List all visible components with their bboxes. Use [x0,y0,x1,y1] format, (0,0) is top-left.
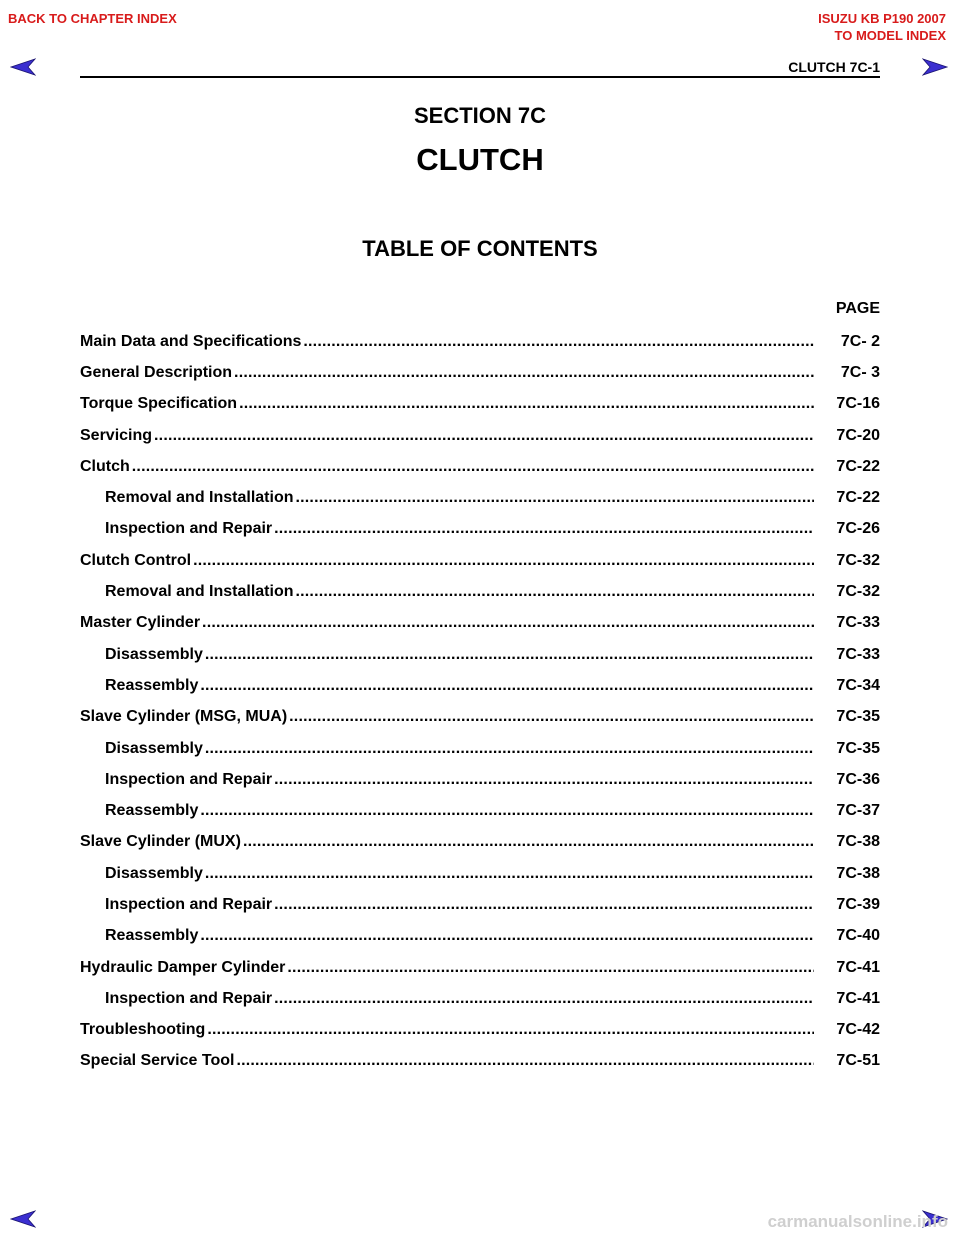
toc-entry-title: General Description [80,363,233,381]
toc-entry-title: Troubleshooting [80,1021,206,1039]
toc-entry-page: 7C-41 [836,989,880,1007]
toc-entry-page: 7C-32 [836,583,880,601]
toc-entry-page: 7C-41 [836,958,880,976]
previous-page-arrow-icon[interactable] [10,1210,36,1228]
toc-leader-dots [274,520,814,538]
toc-entry-page: 7C-38 [836,833,880,851]
toc-entry[interactable] [80,576,880,607]
toc-entry[interactable] [80,389,880,420]
toc-entry[interactable] [80,1015,880,1046]
toc-leader-dots [236,1052,814,1070]
toc-entry-title: Reassembly [105,676,199,694]
toc-entry-page: 7C-33 [836,645,880,663]
toc-entry-page: 7C-36 [836,770,880,788]
toc-leader-dots [202,614,814,632]
toc-entry-title: Inspection and Repair [105,770,273,788]
toc-leader-dots [200,927,814,945]
to-model-index-link[interactable]: TO MODEL INDEX [834,28,946,43]
toc-entry-title: Removal and Installation [105,583,294,601]
toc-entry[interactable] [80,983,880,1014]
toc-entry-title: Special Service Tool [80,1052,235,1070]
toc-entry-page: 7C-39 [836,895,880,913]
toc-entry[interactable] [80,482,880,513]
toc-entry-page: 7C-22 [836,489,880,507]
toc-leader-dots [200,677,814,695]
toc-entry[interactable] [80,952,880,983]
toc-entry-title: Torque Specification [80,395,238,413]
toc-entry[interactable] [80,702,880,733]
toc-entry-title: Reassembly [105,927,199,945]
toc-entry-title: Inspection and Repair [105,520,273,538]
toc-entry-page: 7C-35 [836,708,880,726]
toc-entry-title: Hydraulic Damper Cylinder [80,958,286,976]
previous-page-arrow-icon[interactable] [10,58,36,76]
toc-leader-dots [274,771,814,789]
toc-leader-dots [295,489,814,507]
page-header-label: CLUTCH 7C-1 [788,59,880,75]
toc-entry-title: Inspection and Repair [105,989,273,1007]
toc-entry[interactable] [80,889,880,920]
section-label: SECTION 7C [413,103,547,128]
toc-entry-page: 7C-37 [836,802,880,820]
model-title: ISUZU KB P190 2007 [818,11,946,26]
toc-leader-dots [132,458,814,476]
toc-entry-page: 7C-20 [836,426,880,444]
toc-leader-dots [303,333,814,351]
toc-leader-dots [207,1021,814,1039]
watermark: carmanualsonline.info [767,1212,948,1231]
toc-entry-page: 7C-35 [836,739,880,757]
toc-entry-page: 7C-26 [836,520,880,538]
toc-entry-title: Inspection and Repair [105,895,273,913]
toc-entry[interactable] [80,639,880,670]
toc-leader-dots [205,740,814,758]
page-column-label: PAGE [835,300,880,317]
toc-entry-page: 7C-40 [836,927,880,945]
toc-entry-page: 7C-34 [836,676,880,694]
toc-heading: TABLE OF CONTENTS [362,236,598,261]
toc-entry-title: Main Data and Specifications [80,332,302,350]
toc-entry-title: Reassembly [105,802,199,820]
toc-leader-dots [205,646,814,664]
toc-entry-title: Slave Cylinder (MUX) [80,833,241,851]
toc-entry-page: 7C-22 [836,457,880,475]
toc-entry-page: 7C-51 [836,1052,880,1070]
table-of-contents [80,326,880,1077]
toc-entry[interactable] [80,608,880,639]
toc-leader-dots [287,959,814,977]
toc-leader-dots [193,552,814,570]
toc-leader-dots [295,583,814,601]
toc-entry[interactable] [80,670,880,701]
toc-entry[interactable] [80,545,880,576]
toc-entry-title: Clutch [80,457,130,475]
header-divider [80,76,880,78]
toc-leader-dots [274,896,814,914]
toc-entry-title: Removal and Installation [105,489,294,507]
toc-entry-title: Clutch Control [80,551,192,569]
toc-entry-title: Master Cylinder [80,614,201,632]
toc-leader-dots [274,990,814,1008]
toc-entry-page: 7C-32 [836,551,880,569]
toc-entry-page: 7C- 3 [840,363,880,381]
toc-entry-page: 7C-42 [836,1021,880,1039]
toc-entry[interactable] [80,420,880,451]
toc-entry-title: Disassembly [105,864,203,882]
toc-entry-title: Servicing [80,426,153,444]
toc-entry[interactable] [80,795,880,826]
toc-leader-dots [154,427,814,445]
toc-leader-dots [239,395,814,413]
toc-entry-title: Disassembly [105,645,203,663]
toc-entry[interactable] [80,921,880,952]
chapter-title: CLUTCH [416,142,544,177]
toc-entry[interactable] [80,357,880,388]
toc-entry[interactable] [80,514,880,545]
toc-entry-page: 7C-38 [836,864,880,882]
toc-entry-title: Slave Cylinder (MSG, MUA) [80,708,288,726]
toc-entry-title: Disassembly [105,739,203,757]
toc-entry[interactable] [80,326,880,357]
toc-entry[interactable] [80,1046,880,1077]
toc-leader-dots [200,802,814,820]
toc-entry-page: 7C- 2 [840,332,880,350]
toc-entry-page: 7C-16 [836,395,880,413]
toc-entry[interactable] [80,451,880,482]
toc-leader-dots [234,364,814,382]
toc-leader-dots [205,865,814,883]
toc-leader-dots [289,708,814,726]
toc-entry[interactable] [80,764,880,795]
toc-entry[interactable] [80,733,880,764]
next-page-arrow-icon[interactable] [922,58,948,76]
toc-entry-page: 7C-33 [836,614,880,632]
toc-entry[interactable] [80,827,880,858]
toc-leader-dots [243,833,814,851]
back-to-chapter-index-link[interactable]: BACK TO CHAPTER INDEX [8,11,177,26]
toc-entry[interactable] [80,858,880,889]
